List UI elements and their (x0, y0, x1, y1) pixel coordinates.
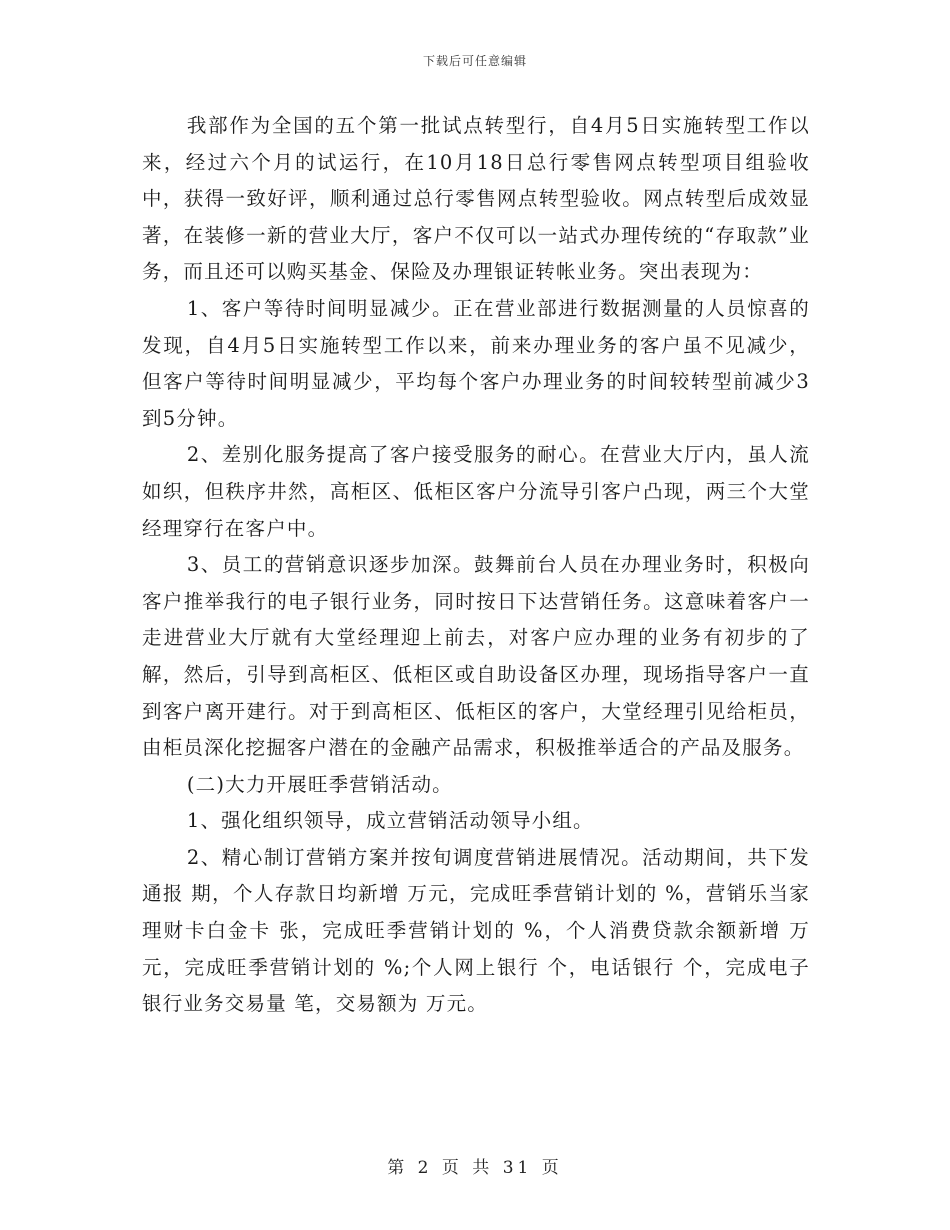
paragraph-item-3: 3、员工的营销意识逐步加深。鼓舞前台人员在办理业务时，积极向客户推举我行的电子银行业务，同时按日下达营销任务。这意味着客户一走进营业大厅就有大堂经理迎上前去，对客户应办理的业务有初步的了解，然后，引导到高柜区、低柜区或自助设备区办理，现场指导客户一直到客户离开建行。对于到高柜区、低柜区的客户，大堂经理引见给柜员，由柜员深化挖掘客户潜在的金融产品需求，积极推举适合的产品及服务。 (142, 553, 810, 760)
paragraph-item-2: 2、差别化服务提高了客户接受服务的耐心。在营业大厅内，虽人流如织，但秩序井然，高柜区、低柜区客户分流导引客户凸现，两三个大堂经理穿行在客户中。 (142, 443, 810, 540)
section-heading: (二)大力开展旺季营销活动。 (186, 772, 453, 796)
page-number: 第 2 页 共 31 页 (387, 1158, 563, 1178)
paragraph-intro: 我部作为全国的五个第一批试点转型行，自4月5日实施转型工作以来，经过六个月的试运行，在10月18日总行零售网点转型项目组验收中，获得一致好评，顺利通过总行零售网点转型验收。网点转型后成效显著，在装修一新的营业大厅，客户不仅可以一站式办理传统的“存取款”业务，而且还可以购买基金、保险及办理银证转帐业务。突出表现为： (142, 114, 810, 284)
paragraph-sub-2: 2、精心制订营销方案并按旬调度营销进展情况。活动期间，共下发通报 期，个人存款日均新增 万元，完成旺季营销计划的 %，营销乐当家理财卡白金卡 张，完成旺季营销计划的 %，个人消费贷款余额新增 万元，完成旺季营销计划的 %;个人网上银行 个，电话银行 个，完成电子银行业务交易量 笔，交易额为 万元。 (142, 845, 810, 1016)
document-body (142, 108, 810, 1023)
paragraph-item-1: 1、客户等待时间明显减少。正在营业部进行数据测量的人员惊喜的发现，自4月5日实施转型工作以来，前来办理业务的客户虽不见减少，但客户等待时间明显减少，平均每个客户办理业务的时间较转型前减少3到5分钟。 (142, 296, 810, 430)
page-header: 下载后可任意编辑 (422, 54, 527, 68)
paragraph-sub-1: 1、强化组织领导，成立营销活动领导小组。 (186, 809, 594, 833)
